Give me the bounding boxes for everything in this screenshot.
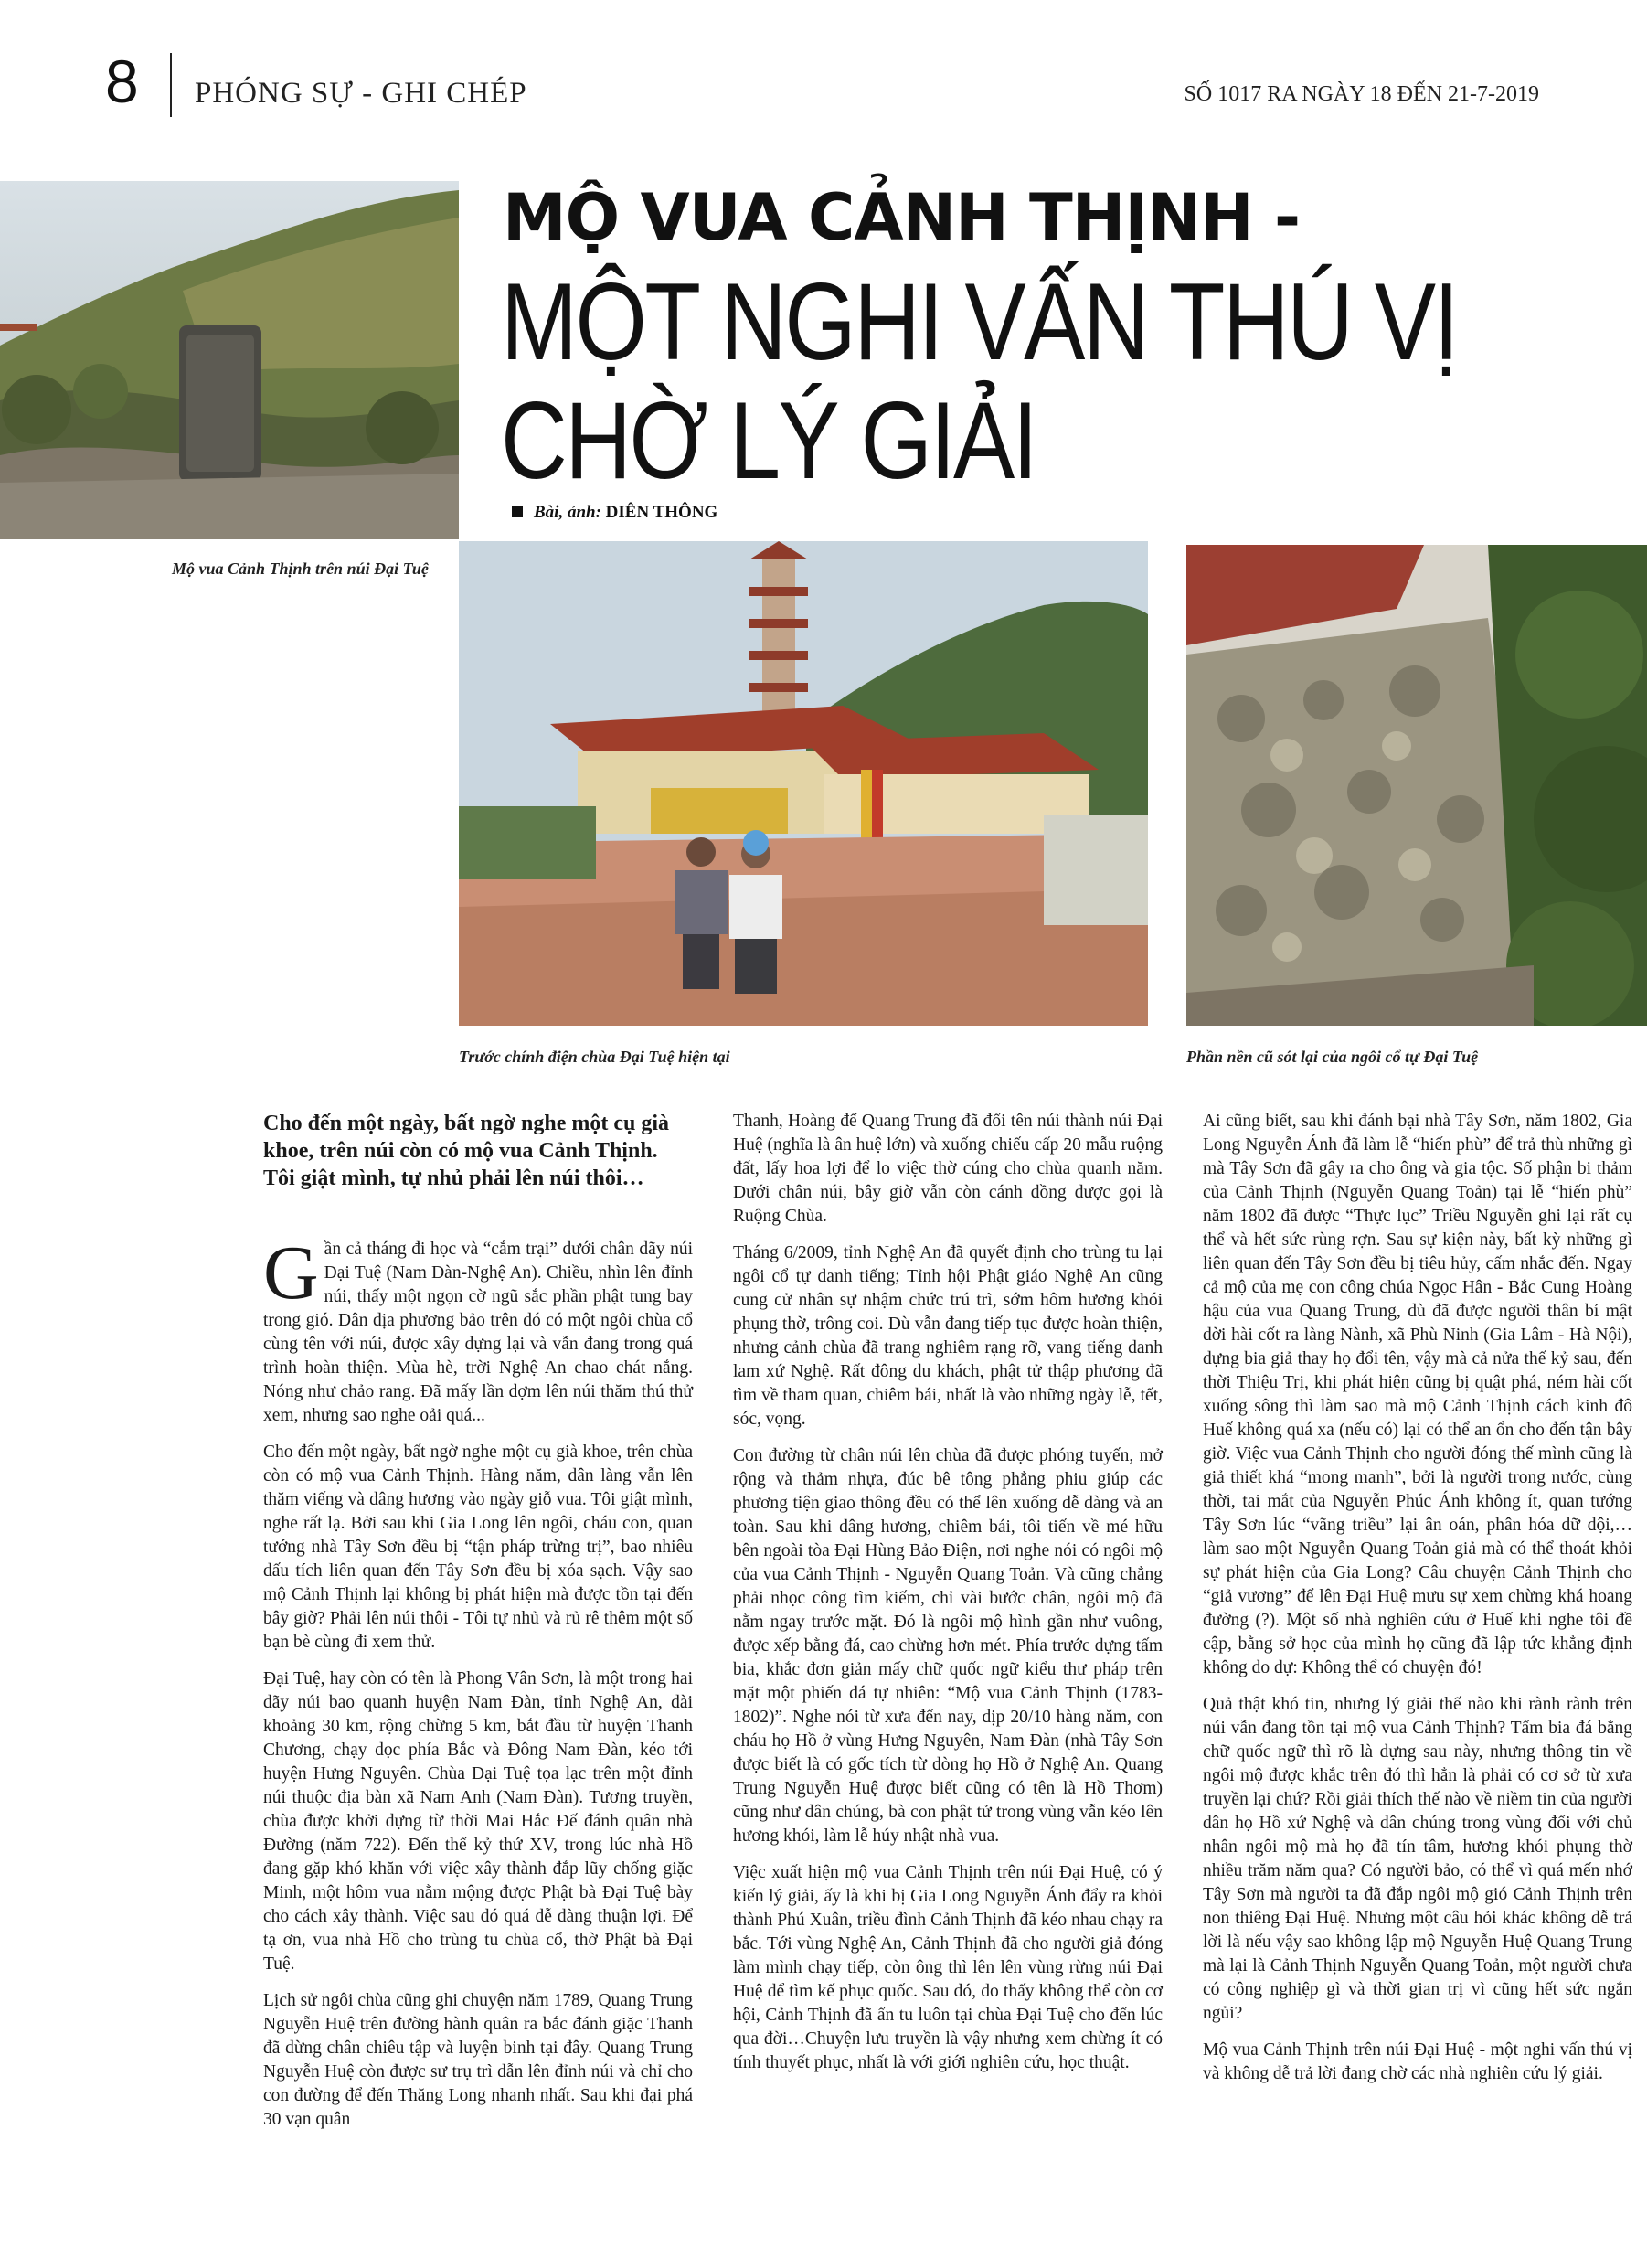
title-line-1: MỘ VUA CẢNH THỊNH - [503,180,1300,255]
article-paragraph: Con đường từ chân núi lên chùa đã được phóng tuyến, mở rộng và thảm nhựa, đúc bê tông phẳng phiu giúp các phương tiện giao thông đều có thể lên xuống dễ dàng và an toàn. Sau khi dâng hương, chiêm bái, tôi tiến về mé hữu bên ngoài tòa Đại Hùng Bảo Điện, nơi nghe nói có ngôi mộ của vua Cảnh Thịnh - Nguyễn Quang Toản. Và cũng chẳng phải nhọc công tìm kiếm, chỉ vài bước chân, ngôi mộ đã nằm ngay trước mặt. Đó là ngôi mộ hình gần như vuông, được xếp bằng đá, cao chừng hơn mét. Phía trước dựng tấm bia, khắc đơn giản mấy chữ quốc ngữ kiểu thư pháp trên mặt một phiến đá tự nhiên: “Mộ vua Cảnh Thịnh (1783-1802)”. Nghe nói từ xưa đến nay, dịp 20/10 hàng năm, con cháu họ Hồ ở vùng Hưng Nguyên, Nam Đàn (nhà Tây Sơn được biết là có gốc tích từ dòng họ Hồ ở Nghệ An. Quang Trung Nguyễn Huệ được biết cũng có tên là Hồ Thơm) cũng như dân chúng, bà con phật tử trong vùng vẫn kéo lên hương khói, làm lễ húy nhật nhà vua. [733,1446,1163,1846]
header-divider [170,53,172,117]
photo-pagoda [459,541,1148,1026]
article-column-3 [1203,1110,1632,2099]
byline-prefix: Bài, ảnh: [534,503,601,522]
section-title: PHÓNG SỰ - GHI CHÉP [195,77,527,110]
article-paragraph: Cho đến một ngày, bất ngờ nghe một cụ già khoe, trên chùa còn có mộ vua Cảnh Thịnh. Hàng năm, dân làng vẫn lên thăm viếng và dâng hương vào ngày giỗ vua. Tôi giật mình, nghe rất lạ. Bởi sau khi Gia Long lên ngôi, cháu con, quan tướng nhà Tây Sơn đều bị “tận pháp trừng trị”, bao nhiêu dấu tích liên quan đến Tây Sơn đều bị xóa sạch. Vậy sao mộ Cảnh Thịnh lại không bị phát hiện mà được tồn tại đến bây giờ? Phải lên núi thôi - Tôi tự nhủ và rủ rê thêm một số bạn bè cùng đi xem thử. [263,1443,693,1652]
article-paragraph: Gần cả tháng đi học và “cắm trại” dưới chân dãy núi Đại Tuệ (Nam Đàn-Nghệ An). Chiều, nhìn lên đỉnh núi, thấy một ngọn cờ ngũ sắc phần phật tung bay trong gió. Dân địa phương bảo trên đó có một ngôi chùa cổ cùng tên với núi, được xây dựng lại và vẫn đang trong quá trình hoàn thiện. Mùa hè, trời Nghệ An chao chát nắng. Nóng như chảo rang. Đã mấy lần dợm lên núi thăm thú thử xem, nhưng sao nghe oải quá... [263,1230,693,1425]
title-line-3: CHỜ LÝ GIẢI [501,379,1036,502]
bullet-icon [512,506,523,517]
drop-cap: G [263,1230,319,1315]
article-paragraph: Thanh, Hoàng đế Quang Trung đã đổi tên núi thành núi Đại Huệ (nghĩa là ân huệ lớn) và xuống chiếu cấp 20 mẫu ruộng đất, lấy hoa lợi để lo việc thờ cúng cho chùa quanh năm. Dưới chân núi, bây giờ vẫn còn cánh đồng được gọi là Ruộng Chùa. [733,1112,1163,1226]
article-column-1 [263,1110,693,2145]
title-line-2: MỘT NGHI VẤN THÚ VỊ [501,261,1458,383]
article-paragraph: Quả thật khó tin, nhưng lý giải thế nào khi rành rành trên núi vẫn đang tồn tại mộ vua Cảnh Thịnh? Tấm bia đá bằng chữ quốc ngữ thì rõ là dựng sau này, nhưng thông tin về ngôi mộ được khắc trên đó thì hẳn là phải có cơ sở từ xưa truyền lại chứ? Rồi giải thích thế nào về niềm tin của người dân họ Hồ xứ Nghệ và dân chúng trong vùng đối với chủ nhân ngôi mộ mà họ đã tín tâm, hương khói phụng thờ nhiều trăm năm qua? Có người bảo, có thể vì quá mến nhớ Tây Sơn mà người ta đã đắp ngôi mộ gió Cảnh Thịnh trên non thiêng Đại Huệ. Nhưng một câu hỏi khác không dễ trả lời là nếu vậy sao không lập mộ Nguyễn Huệ Quang Trung mà lại là Cảnh Thịnh Nguyễn Quang Toản, một người chưa có công nghiệp gì và thời gian trị vì cũng hết sức ngắn ngủi? [1203,1695,1632,2023]
article-paragraph: Tháng 6/2009, tỉnh Nghệ An đã quyết định cho trùng tu lại ngôi cổ tự danh tiếng; Tỉnh hội Phật giáo Nghệ An cũng cung cử nhân sự nhậm chức trú trì, sớm hôm hương khói phụng thờ, trông coi. Dù vẫn đang tiếp tục được hoàn thiện, nhưng cảnh chùa đã trang nghiêm rạng rỡ, vang tiếng danh lam xứ Nghệ. Rất đông du khách, phật tử thập phương đã tìm về tham quan, chiêm bái, nhất là vào những ngày lễ, tết, sóc, vọng. [733,1243,1163,1429]
photo-caption-tomb: Mộ vua Cảnh Thịnh trên núi Đại Tuệ [172,559,429,578]
article-paragraph: Lịch sử ngôi chùa cũng ghi chuyện năm 1789, Quang Trung Nguyễn Huệ trên đường hành quân ra bắc đánh giặc Thanh đã dừng chân chiêu tập và luyện binh tại đây. Quang Trung Nguyễn Huệ còn được sư trụ trì dẫn lên đỉnh núi và chỉ cho con đường để đến Thăng Long nhanh nhất. Sau khi đại phá 30 vạn quân [263,1991,693,2129]
byline-author: DIÊN THÔNG [605,503,718,522]
photo-tomb [0,181,459,539]
page-number: 8 [105,48,139,115]
byline [512,503,717,523]
article-lead: Cho đến một ngày, bất ngờ nghe một cụ già khoe, trên núi còn có mộ vua Cảnh Thịnh. Tôi giật mình, tự nhủ phải lên núi thôi… [263,1112,670,1190]
article-paragraph: Việc xuất hiện mộ vua Cảnh Thịnh trên núi Đại Huệ, có ý kiến lý giải, ấy là khi bị Gia Long Nguyễn Ánh đẩy ra khỏi thành Phú Xuân, triều đình Cảnh Thịnh đã kéo nhau chạy ra bắc. Tới vùng Nghệ An, Cảnh Thịnh đã cho người giả đóng làm mình chạy tiếp, còn ông thì lên lên vùng rừng núi Đại Huệ để tìm kế phục quốc. Sau đó, do thấy không thể còn cơ hội, Cảnh Thịnh đã ẩn tu luôn tại chùa Đại Tuệ cho đến lúc qua đời…Chuyện lưu truyền là vậy nhưng xem chừng ít có tính thuyết phục, nhất là với giới nghiên cứu, học thuật. [733,1863,1163,2072]
article-paragraph: Đại Tuệ, hay còn có tên là Phong Vân Sơn, là một trong hai dãy núi bao quanh huyện Nam Đàn, tỉnh Nghệ An, dài khoảng 30 km, rộng chừng 5 km, bắt đầu từ huyện Thanh Chương, chạy dọc phía Bắc và Đông Nam Đàn, kéo tới huyện Hưng Nguyên. Chùa Đại Tuệ tọa lạc trên một đỉnh núi thuộc địa bàn xã Nam Anh (Nam Đàn). Tương truyền, chùa được khởi dựng từ thời Mai Hắc Đế đánh quân nhà Đường (năm 722). Đến thế kỷ thứ XV, trong lúc nhà Hồ đang gặp khó khăn với việc xây thành đắp lũy chống giặc Minh, một hôm vua nằm mộng được Phật bà Đại Tuệ bày cho cách xây thành. Việc sau đó quá dễ dàng thuận lợi. Để tạ ơn, vua nhà Hồ cho trùng tu chùa cổ, thờ Phật bà Đại Tuệ. [263,1669,693,1974]
article-paragraph: Ai cũng biết, sau khi đánh bại nhà Tây Sơn, năm 1802, Gia Long Nguyễn Ánh đã làm lễ “hiến phù” để trả thù những gì mà Tây Sơn đã gây ra cho ông và gia tộc. Số phận bi thảm của Cảnh Thịnh (Nguyễn Quang Toản) tại lễ “hiến phù” năm 1802 đã được “Thực lục” Triều Nguyễn ghi lại rất cụ thể và hết sức rùng rợn. Sau sự kiện này, bất kỳ những gì liên quan đến Tây Sơn đều bị tiêu hủy, cấm nhắc đến. Ngay cả mộ của mẹ con công chúa Ngọc Hân - Bắc Cung Hoàng hậu của vua Quang Trung, dù đã được người thân bí mật dời hài cốt ra làng Nành, xã Phù Ninh (Gia Lâm - Hà Nội), dựng bia giả thay họ đổi tên, vậy mà cả nửa thế kỷ sau, đến thời Thiệu Trị, khi phát hiện cũng bị quật phá, ném hài cốt xuống sông thì làm sao mà mộ Cảnh Thịnh cách kinh đô Huế không quá xa (nếu có) lại có thể an ổn cho đến tận bây giờ. Việc vua Cảnh Thịnh cho người đóng thế mình cũng là giả thiết khá “mong manh”, bởi là người trong nước, cùng thời, tai mắt của Nguyễn Phúc Ánh không ít, quan tướng Tây Sơn lúc “vãng triều” lại ân oán, phân hóa dữ dội,… làm sao một Nguyễn Quang Toản giả mà có thể thoát khỏi sự phát hiện của Gia Long? Câu chuyện Cảnh Thịnh cho “giả vương” để lên Đại Huệ mưu sự xem chừng khá hoang đường (?). Một số nhà nghiên cứu ở Huế khi nghe tôi đề cập, bằng sở học của mình họ cũng đã lập tức khẳng định không do dự: Không thể có chuyện đó! [1203,1112,1632,1677]
photo-old-wall [1186,545,1647,1026]
article-paragraph: Mộ vua Cảnh Thịnh trên núi Đại Huệ - một nghi vấn thú vị và không dễ trả lời đang chờ các nhà nghiên cứu lý giải. [1203,2040,1632,2083]
photo-caption-pagoda: Trước chính điện chùa Đại Tuệ hiện tại [459,1048,730,1066]
issue-info: SỐ 1017 RA NGÀY 18 ĐẾN 21-7-2019 [1184,82,1539,106]
photo-caption-old-wall: Phần nền cũ sót lại của ngôi cổ tự Đại Tuệ [1186,1048,1479,1066]
article-column-2 [733,1110,1163,2088]
